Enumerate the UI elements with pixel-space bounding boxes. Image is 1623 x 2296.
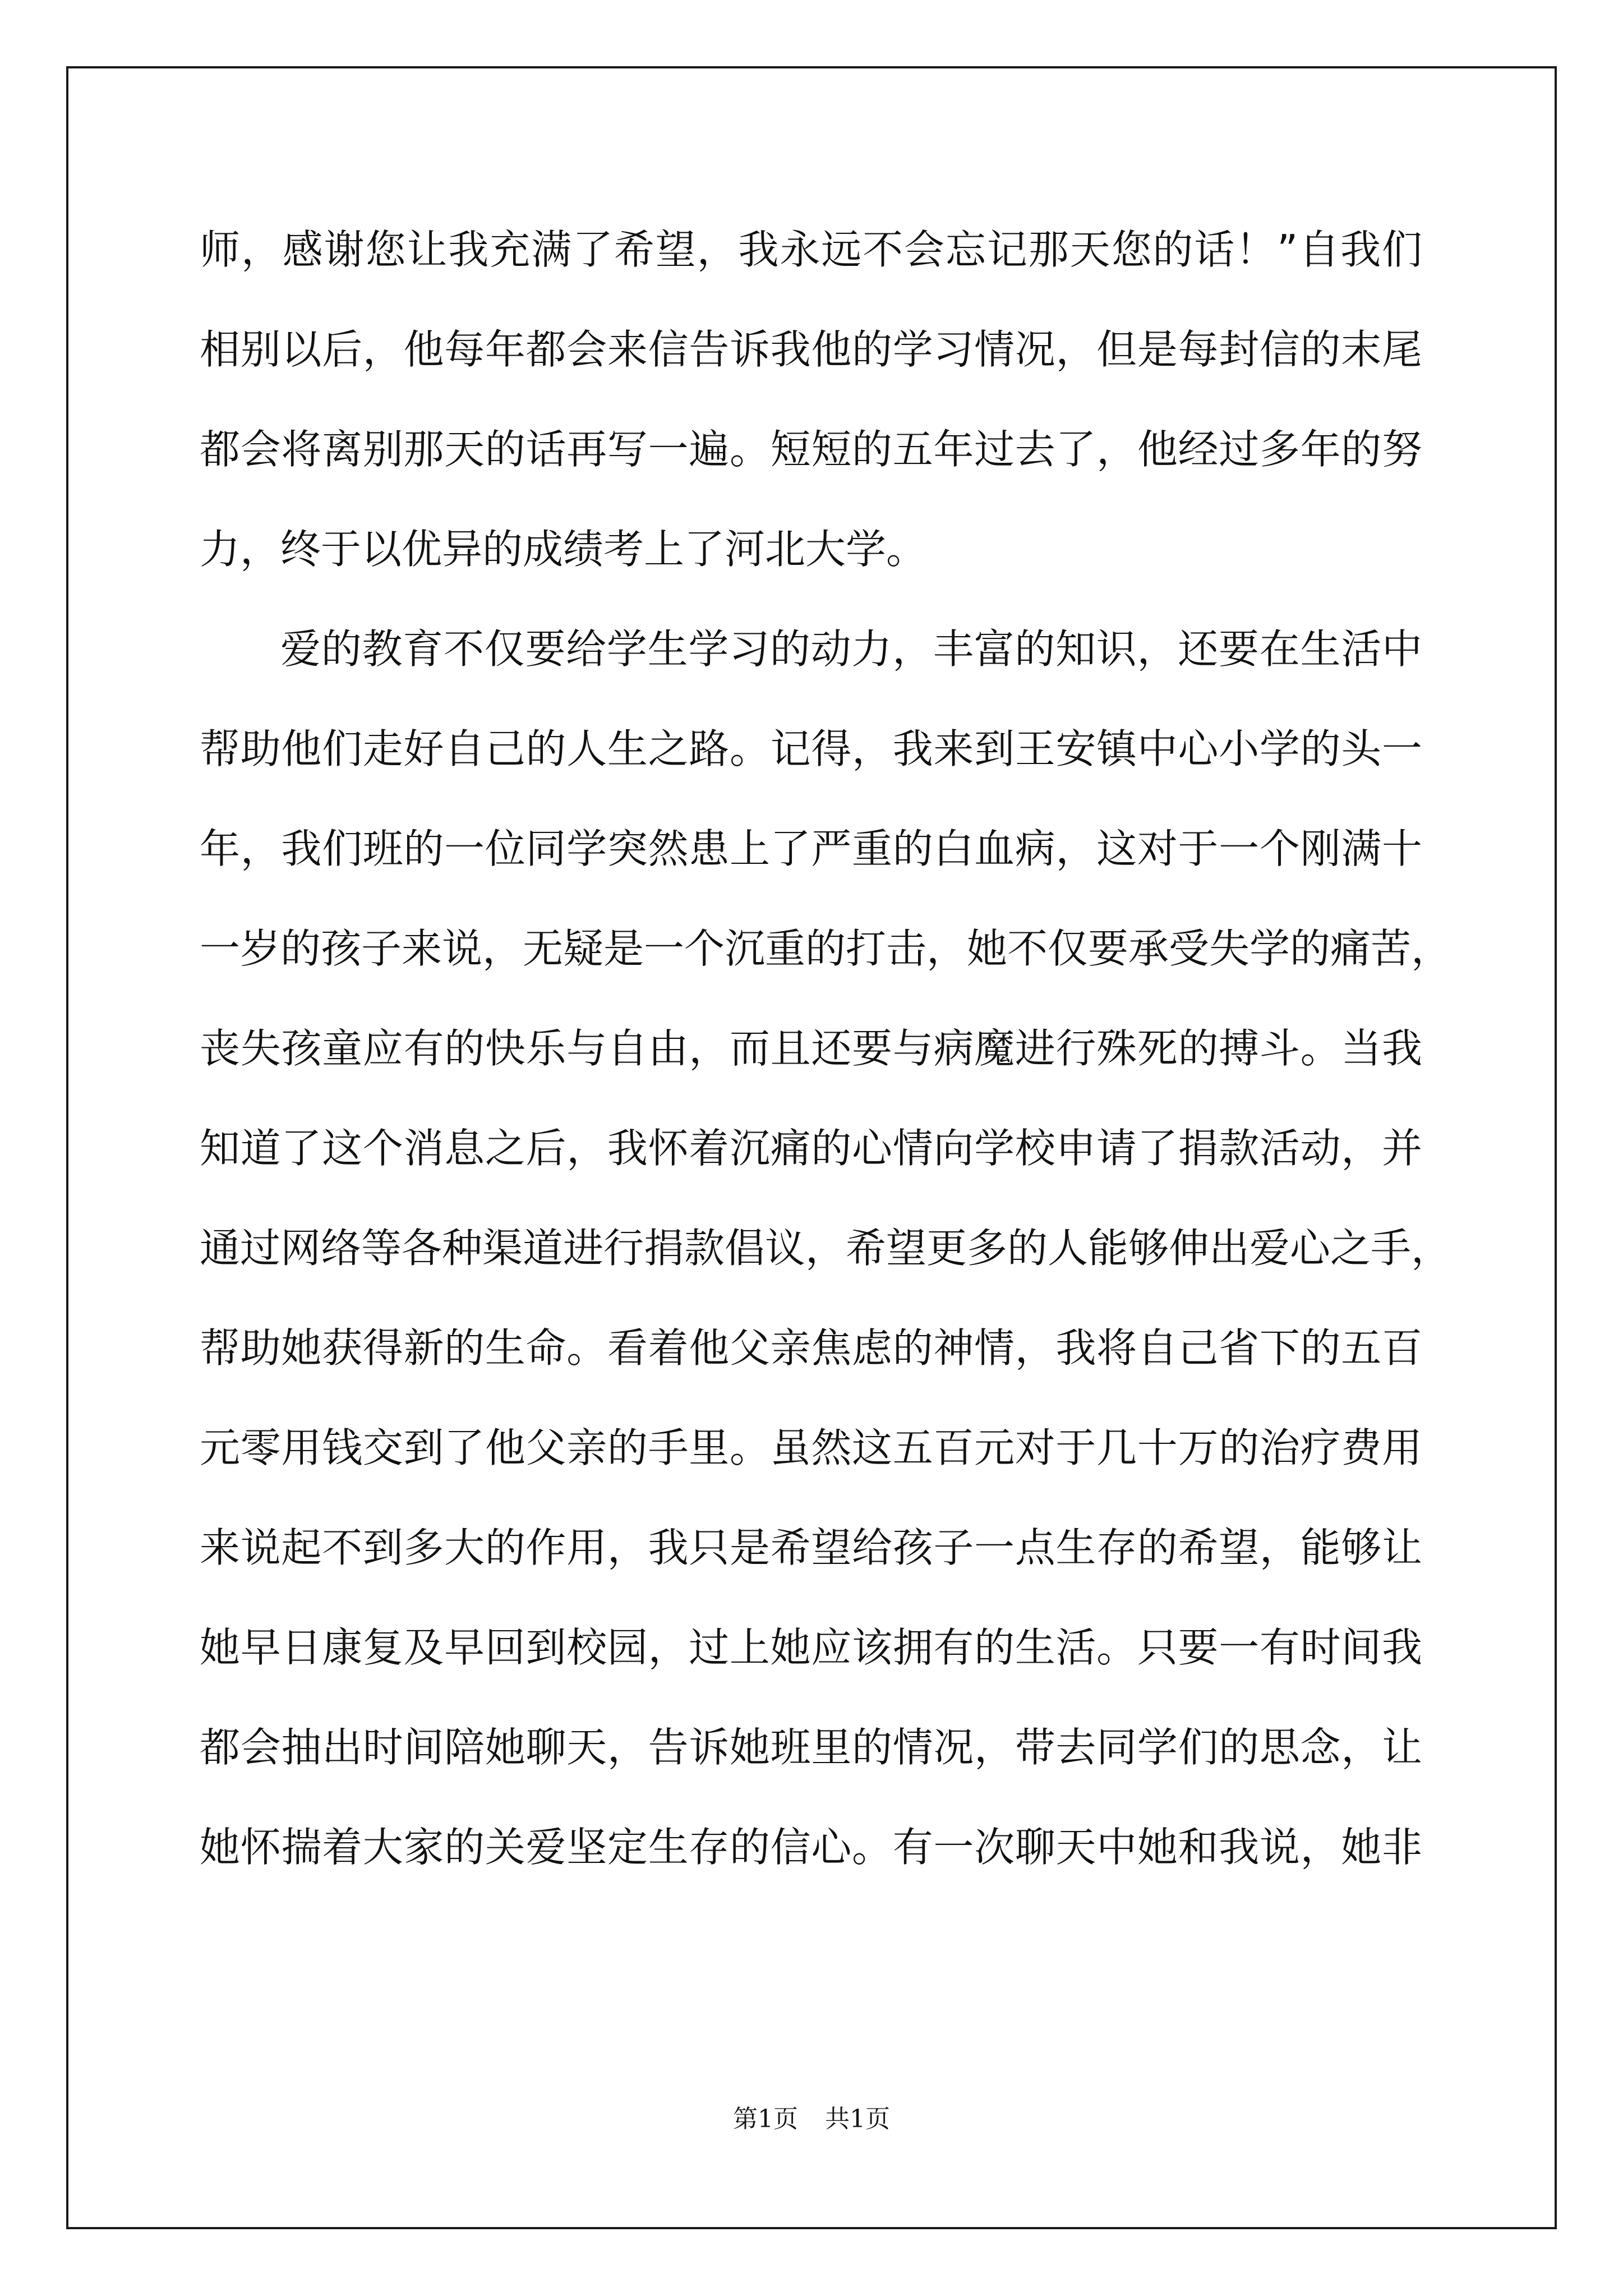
text-line: 都会抽出时间陪她聊天，告诉她班里的情况，带去同学们的思念，让 [200, 1724, 1422, 1771]
text-line: 通过网络等各种渠道进行捐款倡议，希望更多的人能够伸出爱心之手， [200, 1225, 1452, 1272]
text-line: 帮助他们走好自己的人生之路。记得，我来到王安镇中心小学的头一 [200, 725, 1422, 772]
page-footer [0, 2102, 1623, 2136]
paragraph-first-line: 爱的教育不仅要给学生学习的动力，丰富的知识，还要在生活中 [280, 625, 1422, 673]
text-line: 师，感谢您让我充满了希望，我永远不会忘记那天您的话！”自我们 [200, 226, 1422, 273]
page-number: 第1页 [733, 2105, 798, 2133]
text-line: 年，我们班的一位同学突然患上了严重的白血病，这对于一个刚满十 [200, 825, 1422, 872]
text-line: 帮助她获得新的生命。看着他父亲焦虑的神情，我将自己省下的五百 [200, 1324, 1422, 1372]
text-line: 元零用钱交到了他父亲的手里。虽然这五百元对于几十万的治疗费用 [200, 1424, 1422, 1471]
text-line: 她怀揣着大家的关爱坚定生存的信心。有一次聊天中她和我说，她非 [200, 1824, 1422, 1871]
text-line: 她早日康复及早回到校园，过上她应该拥有的生活。只要一有时间我 [200, 1624, 1422, 1671]
text-line: 知道了这个消息之后，我怀着沉痛的心情向学校申请了捐款活动，并 [200, 1125, 1422, 1172]
text-line: 相别以后，他每年都会来信告诉我他的学习情况，但是每封信的末尾 [200, 326, 1422, 373]
text-line: 力，终于以优异的成绩考上了河北大学。 [200, 526, 927, 573]
page-total: 共1页 [825, 2105, 890, 2133]
text-line: 一岁的孩子来说，无疑是一个沉重的打击，她不仅要承受失学的痛苦， [200, 925, 1452, 972]
text-line: 来说起不到多大的作用，我只是希望给孩子一点生存的希望，能够让 [200, 1524, 1422, 1571]
text-line: 都会将离别那天的话再写一遍。短短的五年过去了，他经过多年的努 [200, 426, 1422, 473]
text-line: 丧失孩童应有的快乐与自由，而且还要与病魔进行殊死的搏斗。当我 [200, 1025, 1422, 1072]
